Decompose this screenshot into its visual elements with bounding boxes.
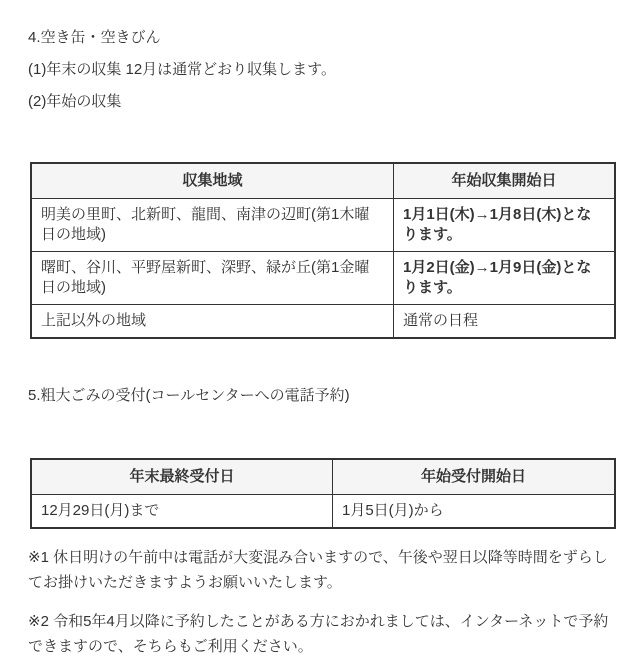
spacer — [28, 420, 622, 458]
date-cell: 1月2日(金)→1月9日(金)となります。 — [394, 252, 616, 305]
table-row — [31, 495, 615, 529]
newyear-start-date-cell: 1月5日(月)から — [333, 495, 616, 529]
yearend-last-date-cell: 12月29日(月)まで — [31, 495, 333, 529]
note-1: ※1 休日明けの午前中は電話が大変混み合いますので、午後や翌日以降等時間をずらしてお掛けいただきますようお願いいたします。 — [28, 549, 608, 591]
date-cell: 通常の日程 — [394, 305, 616, 339]
bulky-waste-reception-table — [30, 458, 616, 529]
section4-heading: 4.空き缶・空きびん — [28, 29, 161, 46]
note-2: ※2 令和5年4月以降に予約したことがある方におかれましては、インターネットで予約できますので、そちらもご利用ください。 — [28, 613, 609, 655]
column-header-yearend-last-date: 年末最終受付日 — [31, 459, 333, 495]
table-header-row — [31, 459, 615, 495]
table-header-row — [31, 163, 615, 199]
column-header-newyear-start-date: 年始収集開始日 — [394, 163, 616, 199]
table-row — [31, 252, 615, 305]
can-bottle-collection-table — [30, 162, 616, 339]
date-cell: 1月1日(木)→1月8日(木)となります。 — [394, 199, 616, 252]
spacer — [28, 529, 622, 545]
area-cell: 明美の里町、北新町、龍間、南津の辺町(第1木曜日の地域) — [31, 199, 394, 252]
spacer — [28, 126, 622, 162]
section4-yearend-line: (1)年末の収集 12月は通常どおり収集します。 — [28, 61, 336, 78]
section4-newyear-line: (2)年始の収集 — [28, 93, 122, 110]
spacer — [28, 339, 622, 388]
column-header-collection-area: 収集地域 — [31, 163, 394, 199]
table-row — [31, 305, 615, 339]
table-row — [31, 199, 615, 252]
column-header-newyear-start-date: 年始受付開始日 — [333, 459, 616, 495]
area-cell: 曙町、谷川、平野屋新町、深野、緑が丘(第1金曜日の地域) — [31, 252, 394, 305]
section5-heading: 5.粗大ごみの受付(コールセンターへの電話予約) — [28, 387, 350, 404]
area-cell: 上記以外の地域 — [31, 305, 394, 339]
